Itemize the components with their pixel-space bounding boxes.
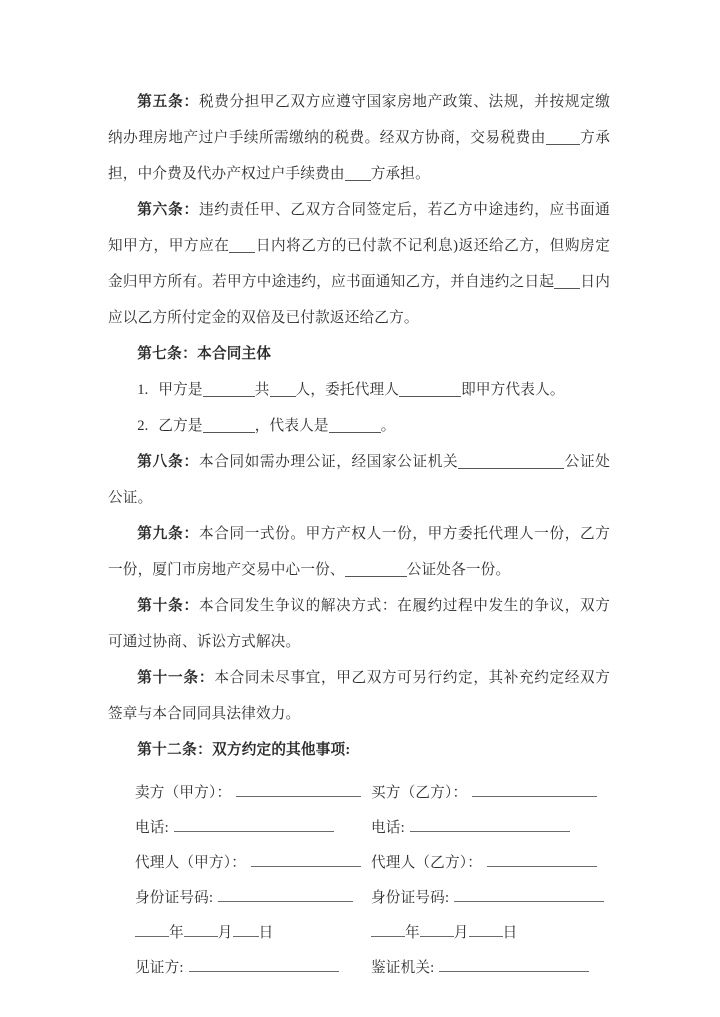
seller-agent-input[interactable] [251, 853, 361, 867]
article-text-6-seg-1: 违约责任甲、乙双方合同签定后，若乙方中途违约，应书面通知甲方，甲方应在 [108, 202, 611, 254]
buyer-date-year-unit: 年 [405, 925, 420, 941]
seller-name-input[interactable] [236, 783, 361, 797]
seller-id-label: 身份证号码: [135, 890, 214, 906]
buyer-date-field-group [371, 916, 517, 951]
buyer-id-label: 身份证号码: [371, 890, 450, 906]
article-text-8-seg-1: 本合同如需办理公证，经国家公证机关 [199, 454, 459, 470]
item-2-seg-2: ，代表人是 [254, 418, 329, 434]
article-text-8-seg-2: 公证处公证。 [108, 454, 610, 506]
buyer-agent-label: 代理人（乙方）： [371, 855, 483, 871]
witness-label: 见证方: [135, 960, 184, 976]
item-2-seg-3: 。 [380, 418, 396, 434]
article-text-5-seg-3: 方承担。 [370, 166, 430, 182]
article-text-9-seg-1: 本合同一式份。甲方产权人一份，甲方委托代理人一份，乙方一份，厦门市房地产交易中心一份、 [108, 526, 611, 578]
article-title-12: 双方约定的其他事项: [212, 742, 351, 758]
article-text-5-seg-2: 方承担，中介费及代办产权过户手续费由 [108, 130, 610, 182]
blank-breach-days[interactable] [554, 274, 580, 289]
buyer-id-field-group [371, 881, 604, 916]
buyer-date-month-unit: 月 [453, 925, 469, 941]
date-row [108, 916, 610, 951]
seller-agent-label: 代理人（甲方）： [135, 855, 247, 871]
buyer-id-input[interactable] [454, 888, 604, 902]
item-1-seg-1: 甲方是 [158, 382, 203, 398]
paragraph-article-7 [108, 336, 610, 372]
paragraph-article-6 [108, 192, 610, 336]
buyer-name-label: 买方（乙方）： [371, 785, 468, 801]
id-number-row [108, 881, 610, 916]
buyer-date-day-input[interactable] [469, 923, 503, 937]
seller-phone-field-group [108, 811, 371, 846]
article-label-5: 第五条 [137, 94, 184, 110]
article-label-8: 第八条 [137, 454, 184, 470]
buyer-phone-field-group [371, 811, 570, 846]
article-text-11: 本合同未尽事宜，甲乙双方可另行约定，其补充约定经双方签章与本合同同具法律效力。 [108, 670, 610, 722]
seller-id-field-group [108, 881, 371, 916]
article-separator-7: ： [182, 346, 198, 362]
seller-name-label: 卖方（甲方）： [135, 785, 232, 801]
paragraph-article-12 [108, 732, 610, 768]
article-text-6-seg-3: 日内应以乙方所付定金的双倍及已付款返还给乙方。 [108, 274, 610, 326]
blank-notary-office[interactable] [458, 454, 564, 469]
verification-authority-label: 鉴证机关: [371, 960, 435, 976]
seller-phone-label: 电话: [135, 820, 169, 836]
paragraph-article-10 [108, 588, 610, 660]
buyer-phone-label: 电话: [371, 820, 405, 836]
blank-seller-entity[interactable] [203, 382, 255, 397]
list-item-marker-1: 1. [137, 382, 149, 398]
agent-row [108, 846, 610, 881]
buyer-date-year-input[interactable] [371, 923, 405, 937]
witness-row [108, 951, 610, 986]
article-separator-10: ： [183, 598, 199, 614]
article-text-6-seg-2: 日内将乙方的已付款不记利息)返还给乙方，但购房定金归甲方所有。若甲方中途违约，应书面通知乙方，并自违约之日起 [108, 238, 610, 290]
article-separator-9: ： [183, 526, 199, 542]
paragraph-article-9 [108, 516, 610, 588]
seller-date-year-unit: 年 [169, 925, 184, 941]
article-label-10: 第十条 [137, 598, 184, 614]
article-label-12: 第十二条 [137, 742, 198, 758]
document-body [108, 84, 610, 986]
article-label-11: 第十一条 [137, 670, 199, 686]
witness-field-group [108, 951, 371, 986]
blank-buyer-representative[interactable] [329, 418, 381, 433]
seller-date-year-input[interactable] [135, 923, 169, 937]
paragraph-article-11 [108, 660, 610, 732]
article-label-6: 第六条 [137, 202, 184, 218]
seller-agent-field-group [108, 846, 371, 881]
list-item-marker-2: 2. [137, 418, 149, 434]
article-separator-11: ： [198, 670, 215, 686]
article-text-9-seg-2: 公证处各一份。 [406, 562, 511, 578]
buyer-name-input[interactable] [472, 783, 597, 797]
article-separator-5: ： [183, 94, 199, 110]
article-separator-8: ： [183, 454, 199, 470]
list-item [137, 372, 610, 408]
buyer-name-field-group [371, 776, 597, 811]
item-2-seg-1: 乙方是 [158, 418, 203, 434]
seller-phone-input[interactable] [174, 818, 334, 832]
seller-date-day-unit: 日 [258, 925, 274, 941]
blank-tax-party[interactable] [546, 130, 580, 145]
blank-buyer-entity[interactable] [203, 418, 255, 433]
blank-refund-days[interactable] [229, 238, 255, 253]
seller-date-month-input[interactable] [184, 923, 218, 937]
buyer-date-day-unit: 日 [502, 925, 518, 941]
article-separator-6: ： [183, 202, 199, 218]
buyer-phone-input[interactable] [410, 818, 570, 832]
blank-seller-agent[interactable] [399, 382, 461, 397]
seller-date-day-input[interactable] [233, 923, 259, 937]
article-title-7: 本合同主体 [197, 346, 272, 362]
blank-notary-copies[interactable] [345, 562, 407, 577]
blank-agency-fee-party[interactable] [345, 166, 371, 181]
article-7-item-list [108, 372, 610, 444]
paragraph-article-8 [108, 444, 610, 516]
article-label-9: 第九条 [137, 526, 184, 542]
seller-date-month-unit: 月 [217, 925, 233, 941]
buyer-agent-field-group [371, 846, 597, 881]
item-1-seg-4: 即甲方代表人。 [461, 382, 565, 398]
item-1-seg-3: 人，委托代理人 [295, 382, 400, 398]
party-name-row [108, 776, 610, 811]
blank-seller-count[interactable] [270, 382, 296, 397]
phone-row [108, 811, 610, 846]
paragraph-article-5 [108, 84, 610, 192]
verification-authority-field-group [371, 951, 589, 986]
signature-block [108, 776, 610, 986]
item-1-seg-2: 共 [254, 382, 270, 398]
article-label-7: 第七条 [137, 346, 183, 362]
article-text-10: 本合同发生争议的解决方式：在履约过程中发生的争议，双方可通过协商、诉讼方式解决。 [108, 598, 611, 650]
seller-id-input[interactable] [218, 888, 353, 902]
verification-authority-input[interactable] [439, 958, 589, 972]
article-text-5-seg-1: 税费分担甲乙双方应遵守国家房地产政策、法规，并按规定缴纳办理房地产过户手续所需缴纳的税费。经双方协商，交易税费由 [108, 94, 611, 146]
buyer-agent-input[interactable] [487, 853, 597, 867]
article-separator-12: ： [197, 742, 213, 758]
witness-input[interactable] [189, 958, 339, 972]
seller-date-field-group [108, 916, 371, 951]
buyer-date-month-input[interactable] [420, 923, 454, 937]
seller-name-field-group [108, 776, 371, 811]
list-item [137, 408, 610, 444]
